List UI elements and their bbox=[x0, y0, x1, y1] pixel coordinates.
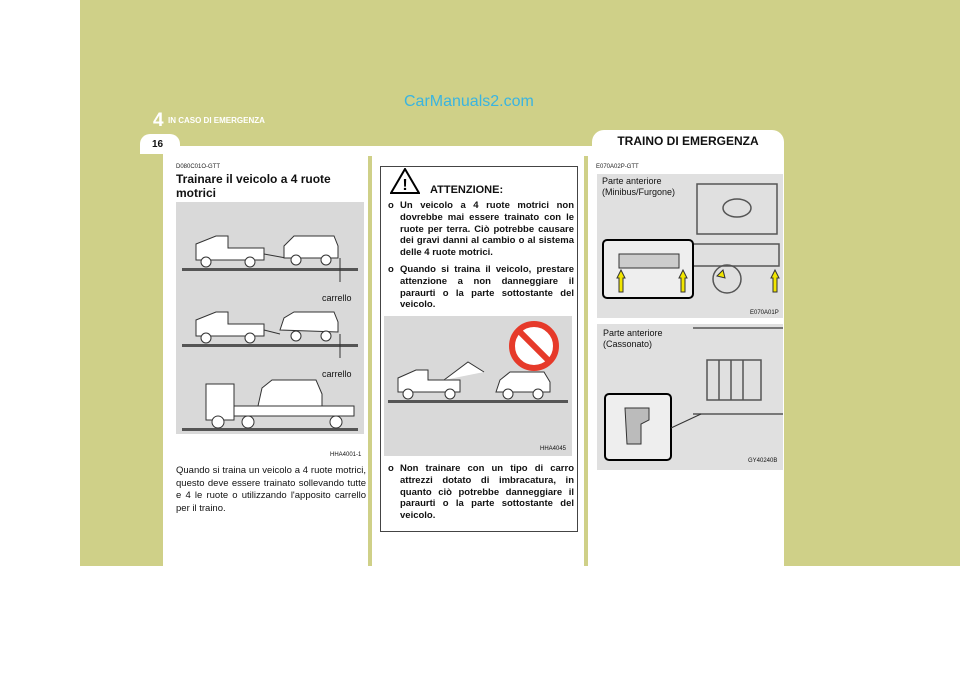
figure-label: Parte anteriore (Minibus/Furgone) bbox=[602, 176, 676, 197]
section-code: D080C01O-GTT bbox=[176, 164, 221, 170]
warning-item-text: Non trainare con un tipo di carro attrezzi dotato di imbracatura, in quanto ciò potrebbe danneggiare il paraurti o la parte sottostante del veicolo. bbox=[400, 463, 574, 522]
bullet: o bbox=[388, 264, 394, 275]
dolly-label: carrello bbox=[322, 369, 352, 379]
chapter-title: IN CASO DI EMERGENZA bbox=[168, 116, 265, 125]
bullet: o bbox=[388, 463, 394, 474]
chapter-number: 4 bbox=[153, 110, 164, 131]
figure-code: HHA4045 bbox=[540, 446, 567, 452]
towing-illustration bbox=[176, 202, 364, 434]
sling-tow-drawing bbox=[384, 316, 572, 456]
figure-code: E070A01P bbox=[750, 310, 779, 316]
page-bottom bbox=[80, 566, 960, 678]
warning-item bbox=[388, 264, 574, 311]
towing-drawing bbox=[176, 202, 364, 434]
figure-label: Parte anteriore (Cassonato) bbox=[603, 328, 663, 349]
section-title: TRAINO DI EMERGENZA bbox=[592, 130, 784, 150]
warning-title: ATTENZIONE: bbox=[430, 184, 504, 196]
section-code: E070A02P-GTT bbox=[596, 164, 639, 170]
warning-item bbox=[388, 200, 574, 259]
sling-tow-illustration bbox=[384, 316, 572, 456]
body-text: Quando si traina un veicolo a 4 ruote motrici, questo deve essere trainato sollevando tutte e 4 le ruote o utilizzando l'apposito carrello per il traino. bbox=[176, 465, 366, 514]
dolly-label: carrello bbox=[322, 293, 352, 303]
page-number: 16 bbox=[152, 139, 164, 150]
figure-code: GY40240B bbox=[748, 458, 778, 464]
warning-item-text: Quando si traina il veicolo, prestare attenzione a non danneggiare il paraurti o la parte sottostante del veicolo. bbox=[400, 264, 574, 311]
figure-code: HHA4001-1 bbox=[330, 452, 362, 458]
warning-triangle-icon bbox=[390, 168, 420, 194]
section-heading: Trainare il veicolo a 4 ruote motrici bbox=[176, 172, 331, 200]
watermark: CarManuals2.com bbox=[404, 93, 534, 110]
warning-item-text: Un veicolo a 4 ruote motrici non dovrebbe mai essere trainato con le ruote per terra. Ciò potrebbe causare dei gravi danni al cambio o al sistema delle 4 ruote motrici. bbox=[400, 200, 574, 259]
svg-text:!: ! bbox=[402, 177, 408, 194]
bullet: o bbox=[388, 200, 394, 211]
warning-item bbox=[388, 463, 574, 522]
